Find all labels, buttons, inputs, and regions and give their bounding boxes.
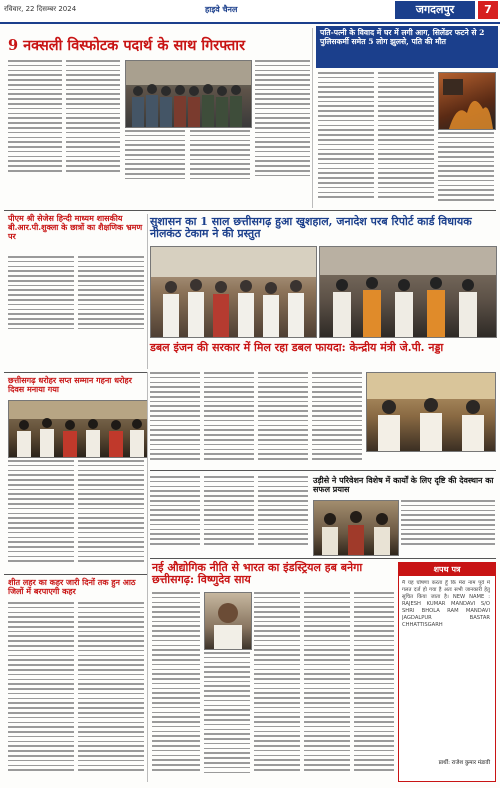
section-divider [4,372,147,373]
masthead-paper-name: हाइवे चैनल [205,5,238,14]
story1-photo [125,60,252,128]
story-tribal-headline: उड़ीसे ने परिवेशन विशेष में कार्यों के लिए दृष्टि की देवस्थान का सफल प्रयास [313,475,494,494]
story-industry-photo [204,592,252,650]
story-mid-column-2 [204,476,254,554]
masthead-city: जगदलपुर [395,1,475,19]
story-transport-headline: शीत लहर का कहर जारी दिनों तक हुन आठ जिलों में बरपाएगी कहर [8,577,136,596]
masthead-date: रविवार, 22 दिसम्बर 2024 [4,5,77,13]
story-heritage-column-2 [78,460,144,570]
masthead-page-number: 7 [478,1,498,19]
section-divider [4,210,496,211]
story1-column-1 [8,60,62,180]
story-heritage-column-1 [8,460,74,570]
heritage-photo-illustration [9,401,147,457]
group-photo-illustration [126,61,251,127]
story-industry-column-3 [254,592,300,782]
story-governance-photo-1 [150,246,317,338]
story-mid-column-3 [258,476,308,554]
story-pm-headline: पीएम श्री सेजेस हिन्दी माध्यम शासकीय बी.आर.पी.शुक्ला के छात्रों का शैक्षणिक भ्रमण पर [8,213,143,241]
minister-photo-illustration [367,373,495,451]
story1-column-2 [66,60,120,180]
story-industry-column-5 [354,592,394,782]
section-divider [150,470,496,471]
story-industry-column-2 [204,652,250,782]
story-industry-column-4 [304,592,350,782]
story-engine-column-4 [312,372,362,467]
column-divider [147,372,148,782]
story-transport-column-1 [8,602,74,782]
story1-headline: 9 नक्सली विस्फोटक पदार्थ के साथ गिरफ्तार [8,37,245,54]
story1-column-3 [125,130,185,185]
story-industry-column-1 [152,592,200,782]
chief-minister-portrait [205,593,251,649]
story-engine-column-2 [204,372,254,467]
notice-title: शपथ पत्र [399,563,495,576]
story-right-top-column-1 [318,72,374,207]
notice-signer: प्रार्थी: राजेश कुमार मंडावी [438,760,490,766]
story-mid-column-1 [150,476,200,554]
notice-body: मैं यह घोषणा करता हूँ कि मेरा नाम पूर्व में गलत दर्ज हो गया है अतः सभी जानकारी हेतु सूचित किया जाता है। NEW NAME : RAJESH KUMAR MANDAVI S/O SHRI BHOLA RAM MANDAVI JAGDALPUR BASTAR CHHATTISGARH [402,580,490,628]
story-right-top-column-2 [378,72,434,207]
story1-column-5 [255,60,310,185]
column-divider [147,214,148,369]
story-tribal-column-1 [401,500,495,554]
meeting-photo-illustration [320,247,496,337]
fire-photo-illustration [439,73,495,129]
story-right-top-column-3 [438,132,494,207]
story-heritage-photo [8,400,148,458]
story-pm-column-1 [8,256,74,336]
story-governance-photo-2 [319,246,497,338]
tribal-photo-illustration [314,501,398,555]
story-right-top-photo [438,72,496,130]
story-tribal-photo [313,500,399,556]
story-pm-column-2 [78,256,144,336]
story-governance-headline: सुशासन का 1 साल छत्तीसगढ़ हुआ खुशहाल, जनादेश परब रिपोर्ट कार्ड विधायक नीलकंठ टेकाम ने की प्रस्तुत [150,215,472,241]
story-industry-headline: नई औद्योगिक नीति से भारत का इंडस्ट्रियल हब बनेगा छत्तीसगढ़: विष्णुदेव साय [152,561,363,587]
story-engine-photo [366,372,496,452]
story-engine-column-1 [150,372,200,467]
section-divider [150,558,496,559]
story-engine-column-3 [258,372,308,467]
column-divider [312,28,313,208]
story-engine-headline: डबल इंजन की सरकार में मिल रहा डबल फायदा: केन्द्रीय मंत्री जे.पी. नड्डा [150,341,444,354]
story-heritage-headline: छत्तीसगढ़ धरोहर सप्त सम्मान गहना धरोहर दिवस मनाया गया [8,375,132,394]
story-transport-column-2 [78,602,144,782]
story1-column-4 [190,130,250,185]
event-photo-illustration [151,247,316,337]
story-right-top-headline: पति-पत्नी के विवाद में घर में लगी आग, सिलेंडर फटने से 2 पुलिसकर्मी समेत 5 लोग झुलसे, पति की मौत [320,28,485,46]
section-divider [4,574,147,575]
